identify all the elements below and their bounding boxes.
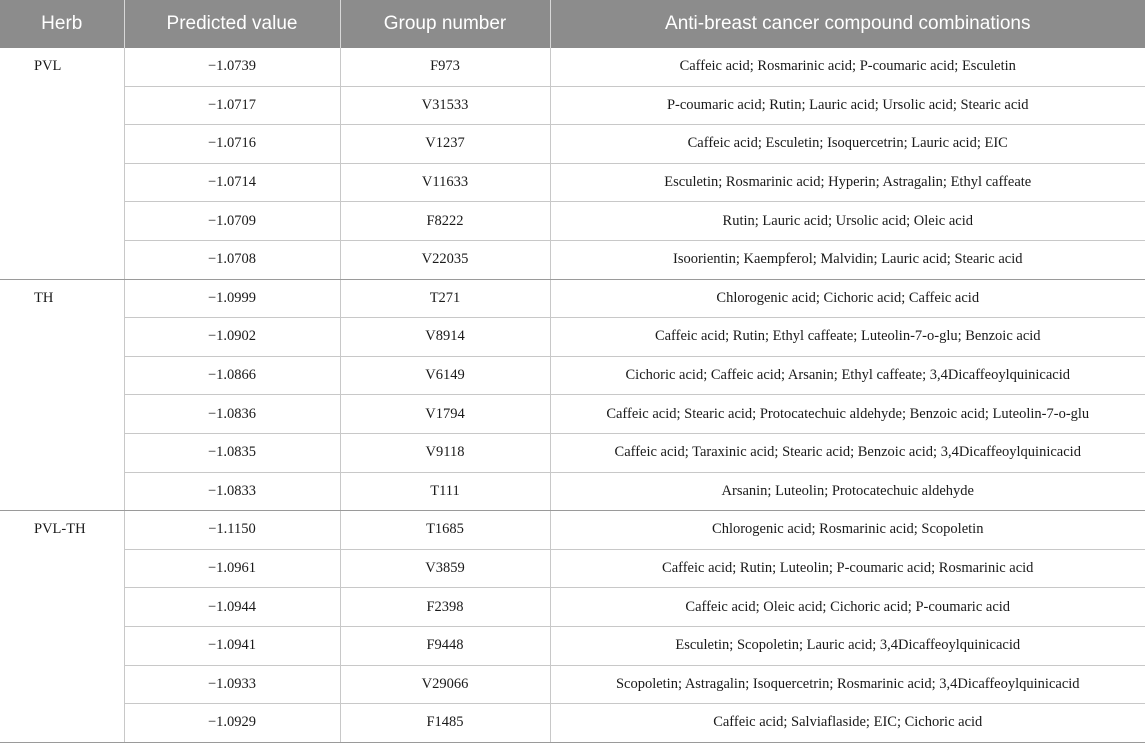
compound-combination-cell: Caffeic acid; Rutin; Luteolin; P-coumaric acid; Rosmarinic acid xyxy=(550,549,1145,588)
group-number-cell: V3859 xyxy=(340,549,550,588)
table-header xyxy=(0,0,1145,48)
predicted-value-cell: −1.0716 xyxy=(124,125,340,164)
table-row xyxy=(0,433,1145,472)
compound-combination-cell: Caffeic acid; Rosmarinic acid; P-coumaric acid; Esculetin xyxy=(550,48,1145,86)
compound-combination-cell: Cichoric acid; Caffeic acid; Arsanin; Ethyl caffeate; 3,4Dicaffeoylquinicacid xyxy=(550,356,1145,395)
table-row xyxy=(0,549,1145,588)
herb-cell: PVL xyxy=(0,48,124,279)
herb-cell: PVL-TH xyxy=(0,511,124,743)
group-number-cell: T1685 xyxy=(340,511,550,550)
predicted-value-cell: −1.0709 xyxy=(124,202,340,241)
compound-combination-cell: Caffeic acid; Taraxinic acid; Stearic acid; Benzoic acid; 3,4Dicaffeoylquinicacid xyxy=(550,433,1145,472)
group-number-cell: F8222 xyxy=(340,202,550,241)
predicted-value-cell: −1.0866 xyxy=(124,356,340,395)
group-number-cell: F973 xyxy=(340,48,550,86)
header-herb: Herb xyxy=(0,0,124,48)
table-row xyxy=(0,626,1145,665)
herb-cell: TH xyxy=(0,279,124,511)
table-row xyxy=(0,472,1145,511)
compound-combination-cell: Esculetin; Scopoletin; Lauric acid; 3,4Dicaffeoylquinicacid xyxy=(550,626,1145,665)
group-number-cell: V11633 xyxy=(340,163,550,202)
table-row xyxy=(0,704,1145,743)
compound-combination-cell: Scopoletin; Astragalin; Isoquercetrin; Rosmarinic acid; 3,4Dicaffeoylquinicacid xyxy=(550,665,1145,704)
compound-combination-cell: Chlorogenic acid; Cichoric acid; Caffeic acid xyxy=(550,279,1145,318)
predicted-value-cell: −1.0714 xyxy=(124,163,340,202)
compound-combination-cell: Isoorientin; Kaempferol; Malvidin; Lauric acid; Stearic acid xyxy=(550,240,1145,279)
predicted-value-cell: −1.0929 xyxy=(124,704,340,743)
group-number-cell: V1237 xyxy=(340,125,550,164)
group-number-cell: V9118 xyxy=(340,433,550,472)
table-row xyxy=(0,240,1145,279)
predicted-value-cell: −1.0833 xyxy=(124,472,340,511)
table-row xyxy=(0,163,1145,202)
group-number-cell: T271 xyxy=(340,279,550,318)
header-predicted-value: Predicted value xyxy=(124,0,340,48)
compound-combination-cell: Arsanin; Luteolin; Protocatechuic aldehyde xyxy=(550,472,1145,511)
group-number-cell: V29066 xyxy=(340,665,550,704)
compound-combination-cell: Caffeic acid; Stearic acid; Protocatechuic aldehyde; Benzoic acid; Luteolin-7-o-glu xyxy=(550,395,1145,434)
group-number-cell: V1794 xyxy=(340,395,550,434)
predicted-value-cell: −1.0836 xyxy=(124,395,340,434)
predicted-value-cell: −1.0944 xyxy=(124,588,340,627)
predicted-value-cell: −1.1150 xyxy=(124,511,340,550)
table-row xyxy=(0,588,1145,627)
table-row xyxy=(0,318,1145,357)
predicted-value-cell: −1.0961 xyxy=(124,549,340,588)
group-number-cell: F2398 xyxy=(340,588,550,627)
predicted-value-cell: −1.0739 xyxy=(124,48,340,86)
header-group-number: Group number xyxy=(340,0,550,48)
group-number-cell: T111 xyxy=(340,472,550,511)
table-body xyxy=(0,48,1145,742)
predicted-value-cell: −1.0835 xyxy=(124,433,340,472)
table-row xyxy=(0,125,1145,164)
predicted-value-cell: −1.0708 xyxy=(124,240,340,279)
table-row xyxy=(0,511,1145,550)
predicted-value-cell: −1.0717 xyxy=(124,86,340,125)
compound-combination-cell: Caffeic acid; Rutin; Ethyl caffeate; Luteolin-7-o-glu; Benzoic acid xyxy=(550,318,1145,357)
group-number-cell: V22035 xyxy=(340,240,550,279)
compound-combination-cell: Esculetin; Rosmarinic acid; Hyperin; Astragalin; Ethyl caffeate xyxy=(550,163,1145,202)
table-row xyxy=(0,665,1145,704)
predicted-value-cell: −1.0999 xyxy=(124,279,340,318)
predicted-value-cell: −1.0933 xyxy=(124,665,340,704)
table-row xyxy=(0,279,1145,318)
group-number-cell: F1485 xyxy=(340,704,550,743)
compound-combination-cell: Chlorogenic acid; Rosmarinic acid; Scopoletin xyxy=(550,511,1145,550)
compound-combination-cell: Rutin; Lauric acid; Ursolic acid; Oleic acid xyxy=(550,202,1145,241)
table-row xyxy=(0,395,1145,434)
group-number-cell: F9448 xyxy=(340,626,550,665)
group-number-cell: V6149 xyxy=(340,356,550,395)
group-number-cell: V31533 xyxy=(340,86,550,125)
compound-combination-cell: Caffeic acid; Esculetin; Isoquercetrin; Lauric acid; EIC xyxy=(550,125,1145,164)
header-compound-combinations: Anti-breast cancer compound combinations xyxy=(550,0,1145,48)
table-row xyxy=(0,202,1145,241)
predicted-value-cell: −1.0902 xyxy=(124,318,340,357)
compound-combination-cell: Caffeic acid; Oleic acid; Cichoric acid; P-coumaric acid xyxy=(550,588,1145,627)
table-row xyxy=(0,356,1145,395)
table-row xyxy=(0,48,1145,86)
predicted-value-cell: −1.0941 xyxy=(124,626,340,665)
compound-combination-cell: P-coumaric acid; Rutin; Lauric acid; Ursolic acid; Stearic acid xyxy=(550,86,1145,125)
compound-combination-cell: Caffeic acid; Salviaflaside; EIC; Cichoric acid xyxy=(550,704,1145,743)
table-row xyxy=(0,86,1145,125)
group-number-cell: V8914 xyxy=(340,318,550,357)
